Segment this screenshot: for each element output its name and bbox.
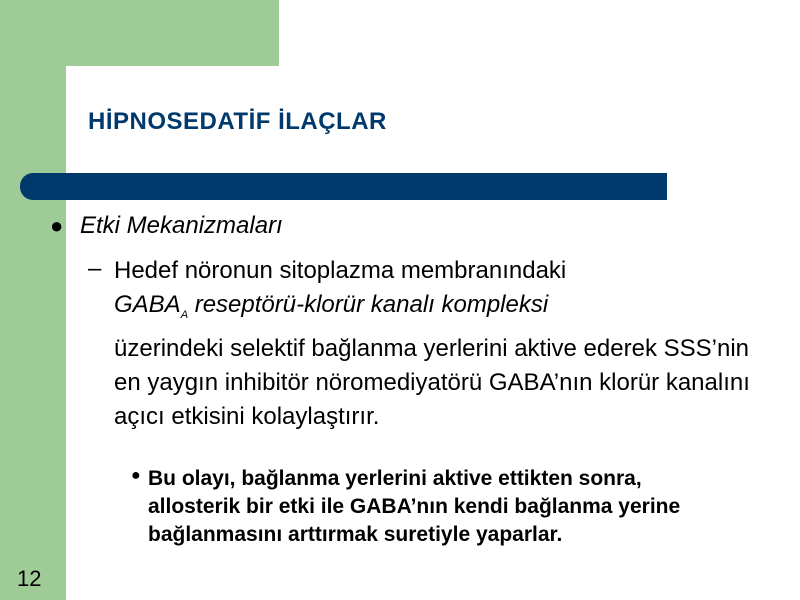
mechanism-line1: Hedef nöronun sitoplazma membranındaki [114, 257, 567, 284]
slide-title: HİPNOSEDATİF İLAÇLAR [88, 108, 387, 135]
gaba-subscript: A [180, 308, 189, 321]
receptor-complex-term: reseptörü-klorür kanalı kompleksi [188, 291, 549, 318]
allosteric-note: Bu olayı, bağlanma yerlerini aktive ettikten sonra, allosterik bir etki ile GABA’nın kendi bağlanma yerine bağlanmasını arttırmak suretiyle yaparlar. [148, 467, 681, 546]
mechanism-rest: üzerindeki selektif bağlanma yerlerini aktive ederek SSS’nin en yaygın inhibitör nöromediyatörü GABA’nın klorür kanalını açıcı etkisini kolaylaştırır. [114, 334, 750, 430]
mechanism-paragraph [114, 254, 774, 434]
green-side-band [0, 0, 66, 600]
green-top-band [0, 0, 279, 66]
bullet-heading: Etki Mekanizmaları [80, 212, 283, 239]
sub-bullet-dot-icon: ● [131, 467, 141, 484]
bullet-dot-icon: ● [50, 213, 64, 238]
page-number: 12 [17, 566, 42, 591]
gaba-term: GABA [114, 291, 181, 318]
dash-marker: – [88, 255, 102, 282]
title-underline-bar [20, 173, 667, 200]
